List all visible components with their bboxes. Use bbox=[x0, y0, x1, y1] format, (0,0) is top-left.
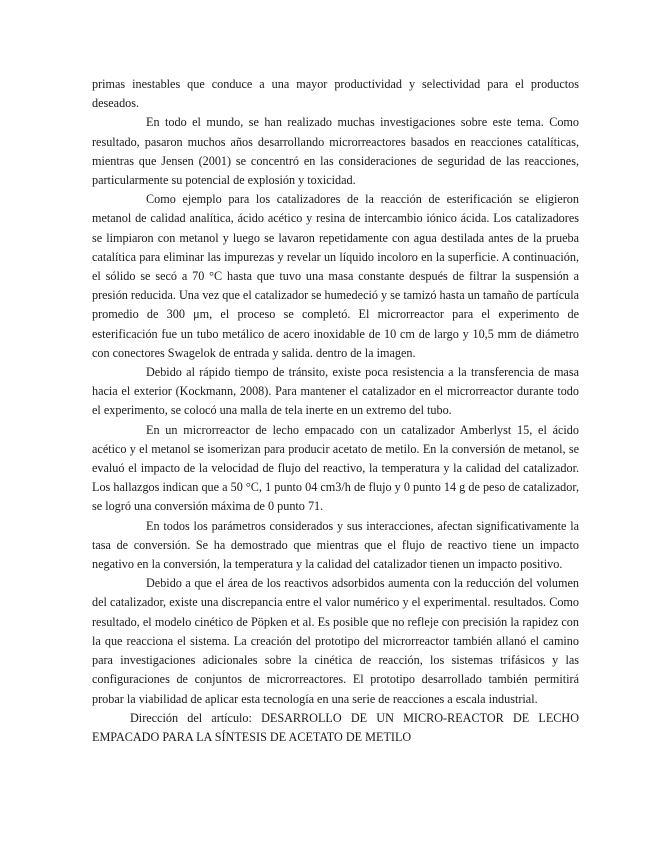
paragraph-catalyst-preparation: Como ejemplo para los catalizadores de la reacción de esterificación se eligieron metanol de calidad analítica, ácido acético y resina de intercambio iónico ácida. Los catalizadores se limpiaron con metanol y luego se lavaron repetidamente con agua destilada antes de la prueba catalítica para eliminar las impurezas y revelar un líquido incoloro en la superficie. A continuación, el sólido se secó a 70 °C hasta que tuvo una masa constante después de filtrar la suspensión a presión reducida. Una vez que el catalizador se humedeció y se tamizó hasta un tamaño de partícula promedio de 300 μm, el proceso se completó. El microrreactor para el experimento de esterificación fue un tubo metálico de acero inoxidable de 10 cm de largo y 10,5 mm de diámetro con conectores Swagelok de entrada y salida. dentro de la imagen. bbox=[92, 192, 579, 360]
document-body bbox=[92, 75, 579, 747]
paragraph-parameters: En todos los parámetros considerados y sus interacciones, afectan significativamente la tasa de conversión. Se ha demostrado que mientras que el flujo de reactivo tiene un impacto negativo en la conversión, la temperatura y la calidad del catalizador tienen un impacto positivo. bbox=[92, 518, 579, 572]
paragraph-discrepancy: Debido a que el área de los reactivos adsorbidos aumenta con la reducción del volumen del catalizador, existe una discrepancia entre el valor numérico y el experimental. resultados. Como resultado, el modelo cinético de Pöpken et al. Es posible que no refleje con precisión la rapidez con la que reacciona el sistema. La creación del prototipo del microrreactor también allanó el camino para investigaciones adicionales sobre la cinética de reacción, los sistemas trifásicos y las configuraciones de conjuntos de microrreactores. El prototipo desarrollado también permitirá probar la viabilidad de aplicar esta tecnología en una serie de reacciones a escala industrial. bbox=[92, 576, 579, 706]
paragraph-mass-transfer: Debido al rápido tiempo de tránsito, existe poca resistencia a la transferencia de masa hacia el exterior (Kockmann, 2008). Para mantener el catalizador en el microrreactor durante todo el experimento, se colocó una malla de tela inerte en un extremo del tubo. bbox=[92, 365, 579, 418]
paragraph-research-context: En todo el mundo, se han realizado muchas investigaciones sobre este tema. Como resultado, pasaron muchos años desarrollando microrreactores basados en reacciones catalíticas, mientras que Jensen (2001) se concentró en las consideraciones de seguridad de las reacciones, particularmente su potencial de explosión y toxicidad. bbox=[92, 115, 579, 188]
paragraph-packed-bed-reactor: En un microrreactor de lecho empacado con un catalizador Amberlyst 15, el ácido acético y el metanol se isomerizan para producir acetato de metilo. En la conversión de metanol, se evaluó el impacto de la velocidad de flujo del reactivo, la temperatura y la calidad del catalizador. Los hallazgos indican que a 50 °C, 1 punto 04 cm3/h de flujo y 0 punto 14 g de peso de catalizador, se logró una conversión máxima de 0 punto 71. bbox=[92, 422, 579, 514]
paragraph-continuation: primas inestables que conduce a una mayor productividad y selectividad para el productos deseados. bbox=[92, 77, 579, 111]
article-direction: Dirección del artículo: DESARROLLO DE UN MICRO-REACTOR DE LECHO EMPACADO PARA LA SÍNTESIS DE ACETATO DE METILO bbox=[92, 710, 579, 744]
